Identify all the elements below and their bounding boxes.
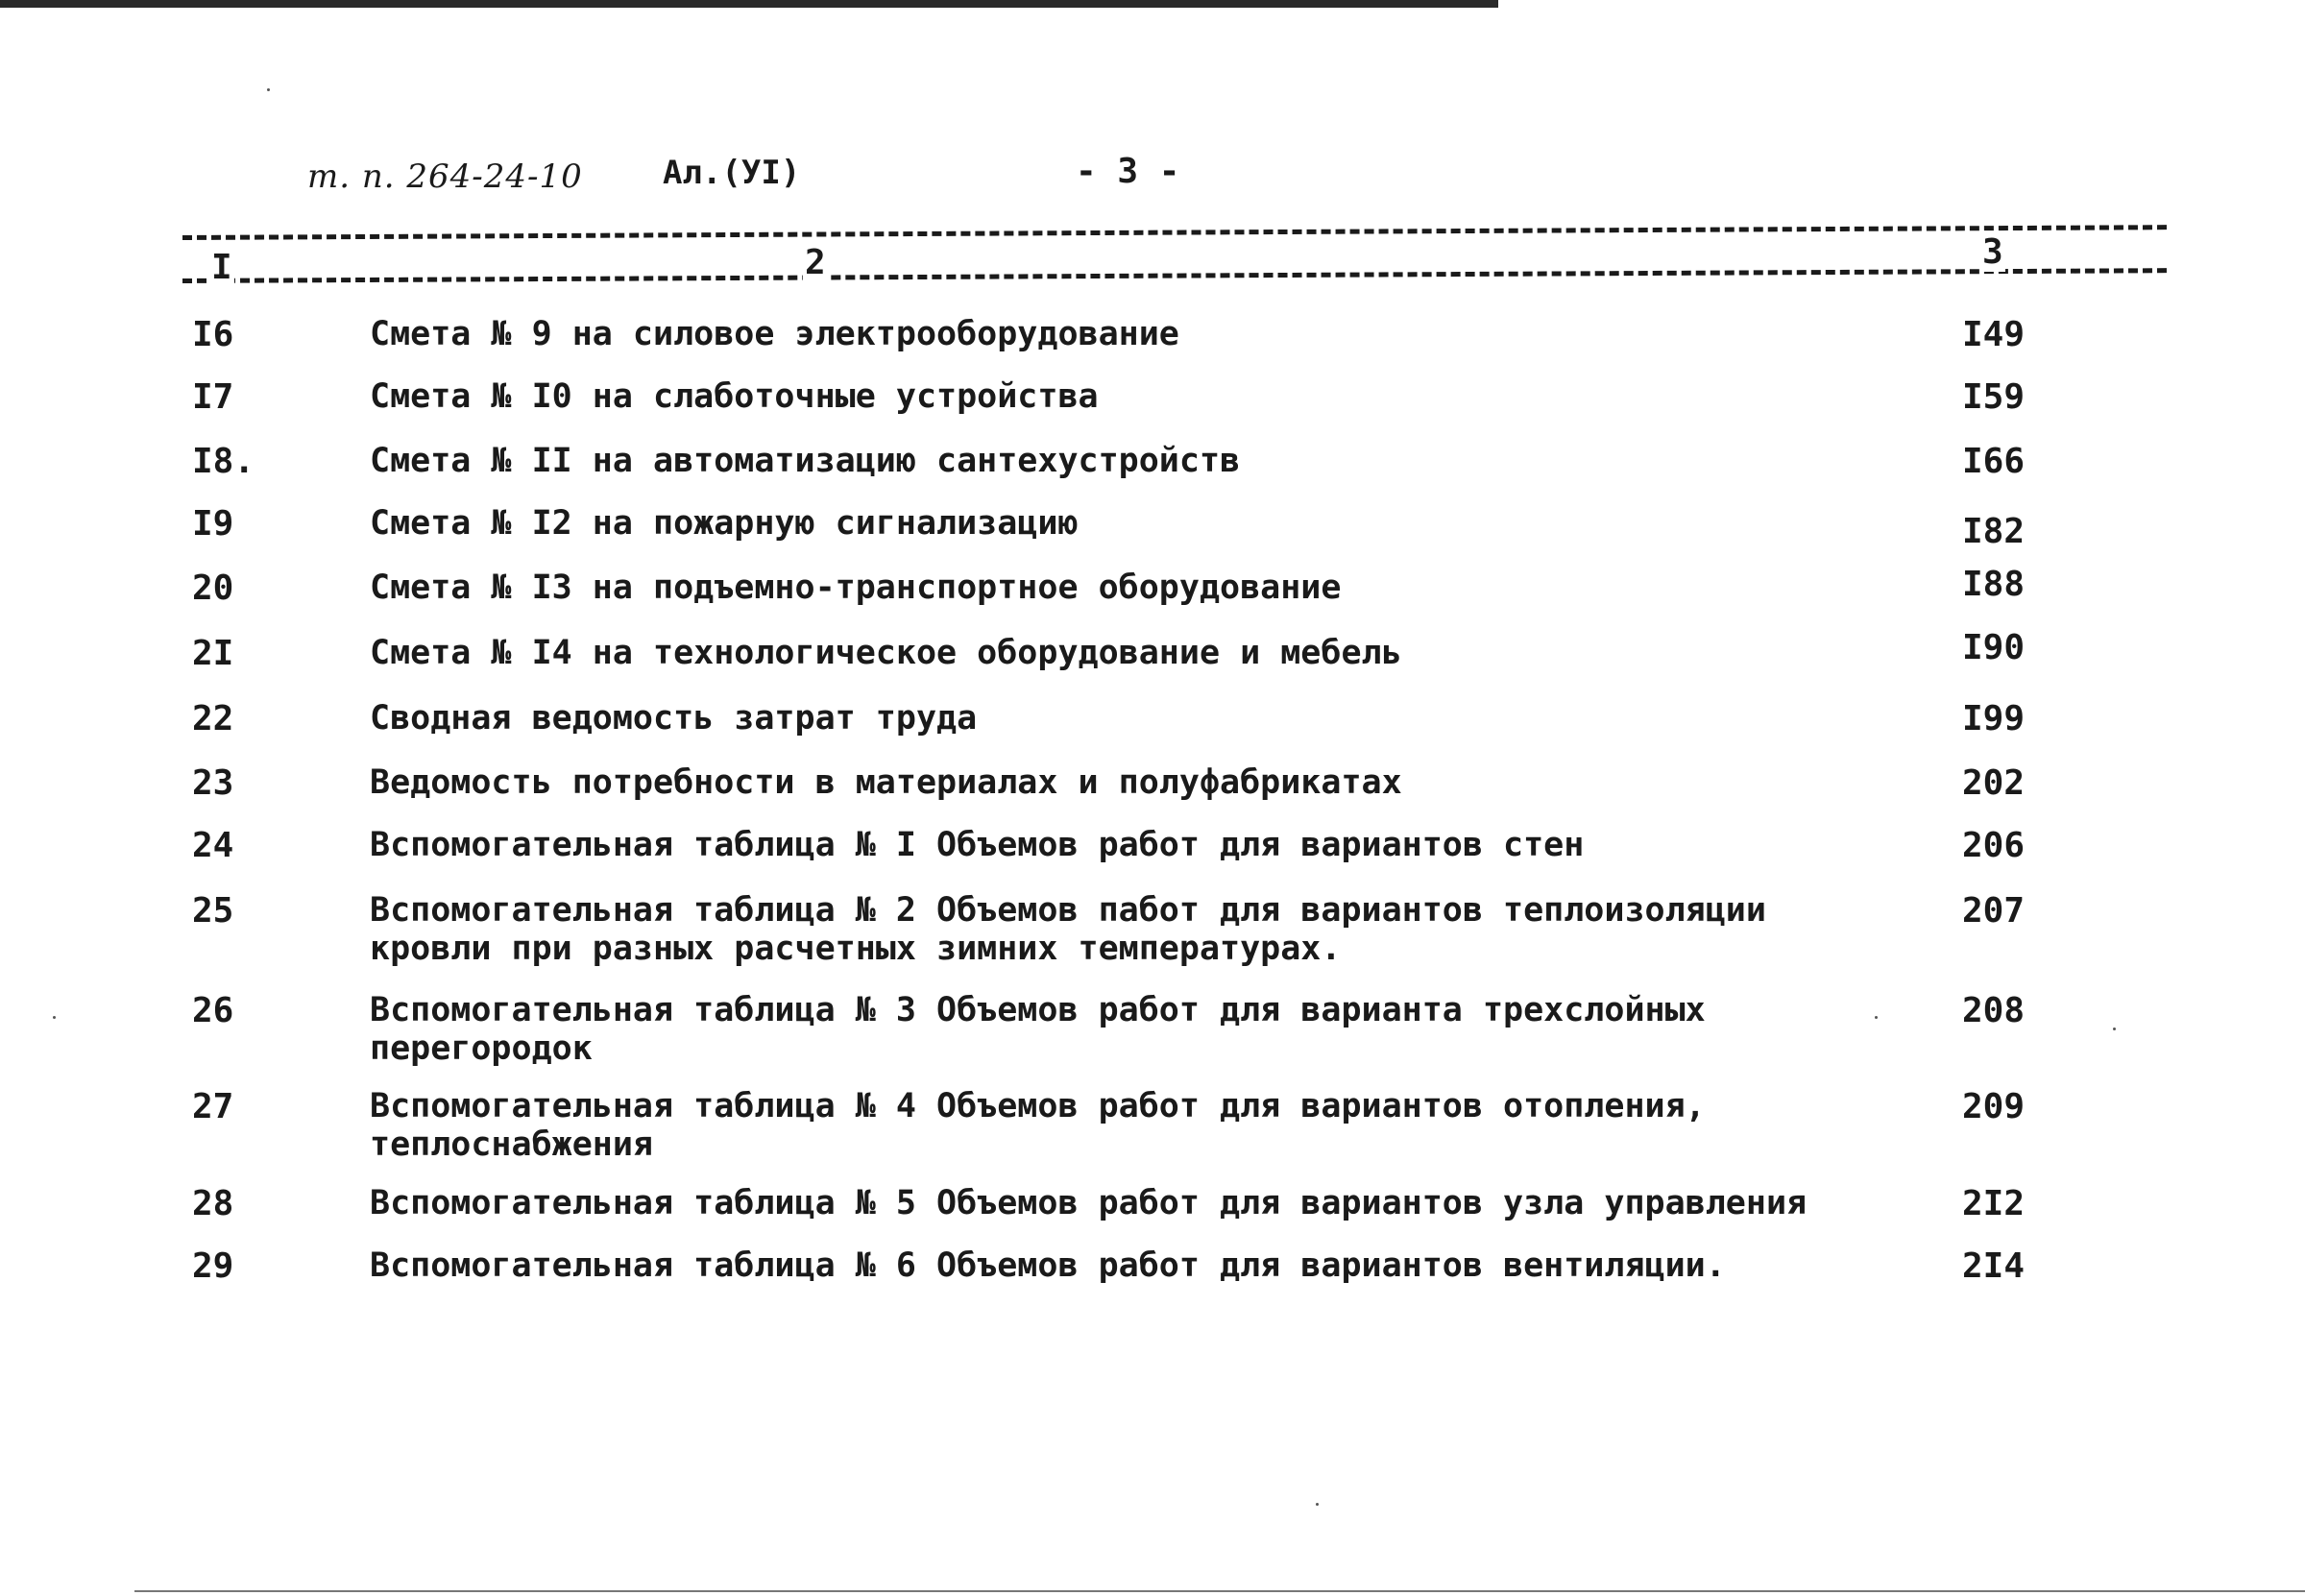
page-number: - 3 - — [1076, 152, 1180, 191]
row-number: 29 — [192, 1246, 234, 1286]
row-title: Смета № I3 на подъемно-транспортное оборудование — [370, 568, 1342, 607]
column-header-3: 3 — [1982, 232, 2003, 272]
row-page: I88 — [1962, 565, 2026, 604]
row-title: Вспомогательная таблица № 6 Объемов работ для вариантов вентиляции. — [370, 1246, 1726, 1285]
row-number: 22 — [192, 699, 234, 738]
row-number: 24 — [192, 826, 234, 865]
row-page: 2I4 — [1962, 1246, 2026, 1286]
row-title: Смета № II на автоматизацию сантехустройств — [370, 442, 1241, 480]
scan-speck — [2113, 1028, 2116, 1030]
row-title: Смета № I2 на пожарную сигнализацию — [370, 504, 1079, 543]
row-title: Вспомогательная таблица № 3 Объемов работ для варианта трехслойных перегородок — [370, 991, 1706, 1068]
album-label: Ал.(УI) — [663, 154, 801, 192]
scan-speck — [53, 1016, 56, 1019]
row-number: 23 — [192, 763, 234, 803]
scan-speck — [1316, 1503, 1319, 1506]
row-title: Вспомогательная таблица № I Объемов работ для вариантов стен — [370, 826, 1585, 864]
row-number: I8. — [192, 442, 255, 481]
row-page: I82 — [1962, 512, 2026, 551]
row-page: 202 — [1962, 763, 2026, 803]
row-title: Ведомость потребности в материалах и полуфабрикатах — [370, 763, 1402, 802]
row-page: I66 — [1962, 442, 2026, 481]
row-title: Смета № 9 на силовое электрооборудование — [370, 315, 1179, 353]
row-number: 2I — [192, 634, 234, 673]
row-title: Смета № I0 на слаботочные устройства — [370, 377, 1099, 416]
row-page: 206 — [1962, 826, 2026, 865]
row-page: I90 — [1962, 628, 2026, 667]
row-number: I7 — [192, 377, 234, 417]
column-header-2: 2 — [805, 243, 826, 282]
row-title: Сводная ведомость затрат труда — [370, 699, 978, 738]
row-number: I6 — [192, 315, 234, 354]
scan-speck — [1875, 1016, 1878, 1019]
row-page: I99 — [1962, 699, 2026, 738]
row-number: 26 — [192, 991, 234, 1030]
row-number: I9 — [192, 504, 234, 544]
row-title: Вспомогательная таблица № 5 Объемов работ для вариантов узла управления — [370, 1184, 1808, 1222]
scan-speck — [267, 88, 270, 91]
column-header-1: I — [211, 248, 232, 287]
row-title: Вспомогательная таблица № 4 Объемов работ для вариантов отопления, теплоснабжения — [370, 1087, 1706, 1164]
row-page: 2I2 — [1962, 1184, 2026, 1223]
row-page: 208 — [1962, 991, 2026, 1030]
row-page: I49 — [1962, 315, 2026, 354]
row-number: 27 — [192, 1087, 234, 1126]
row-page: I59 — [1962, 377, 2026, 417]
row-number: 28 — [192, 1184, 234, 1223]
row-number: 25 — [192, 891, 234, 931]
row-number: 20 — [192, 568, 234, 608]
row-page: 207 — [1962, 891, 2026, 931]
row-title: Вспомогательная таблица № 2 Объемов пабот для вариантов теплоизоляции кровли при разных расчетных зимних температурах. — [370, 891, 1766, 968]
row-page: 209 — [1962, 1087, 2026, 1126]
row-title: Смета № I4 на технологическое оборудование и мебель — [370, 634, 1402, 672]
doc-code: т. п. 264-24-10 — [307, 157, 583, 196]
